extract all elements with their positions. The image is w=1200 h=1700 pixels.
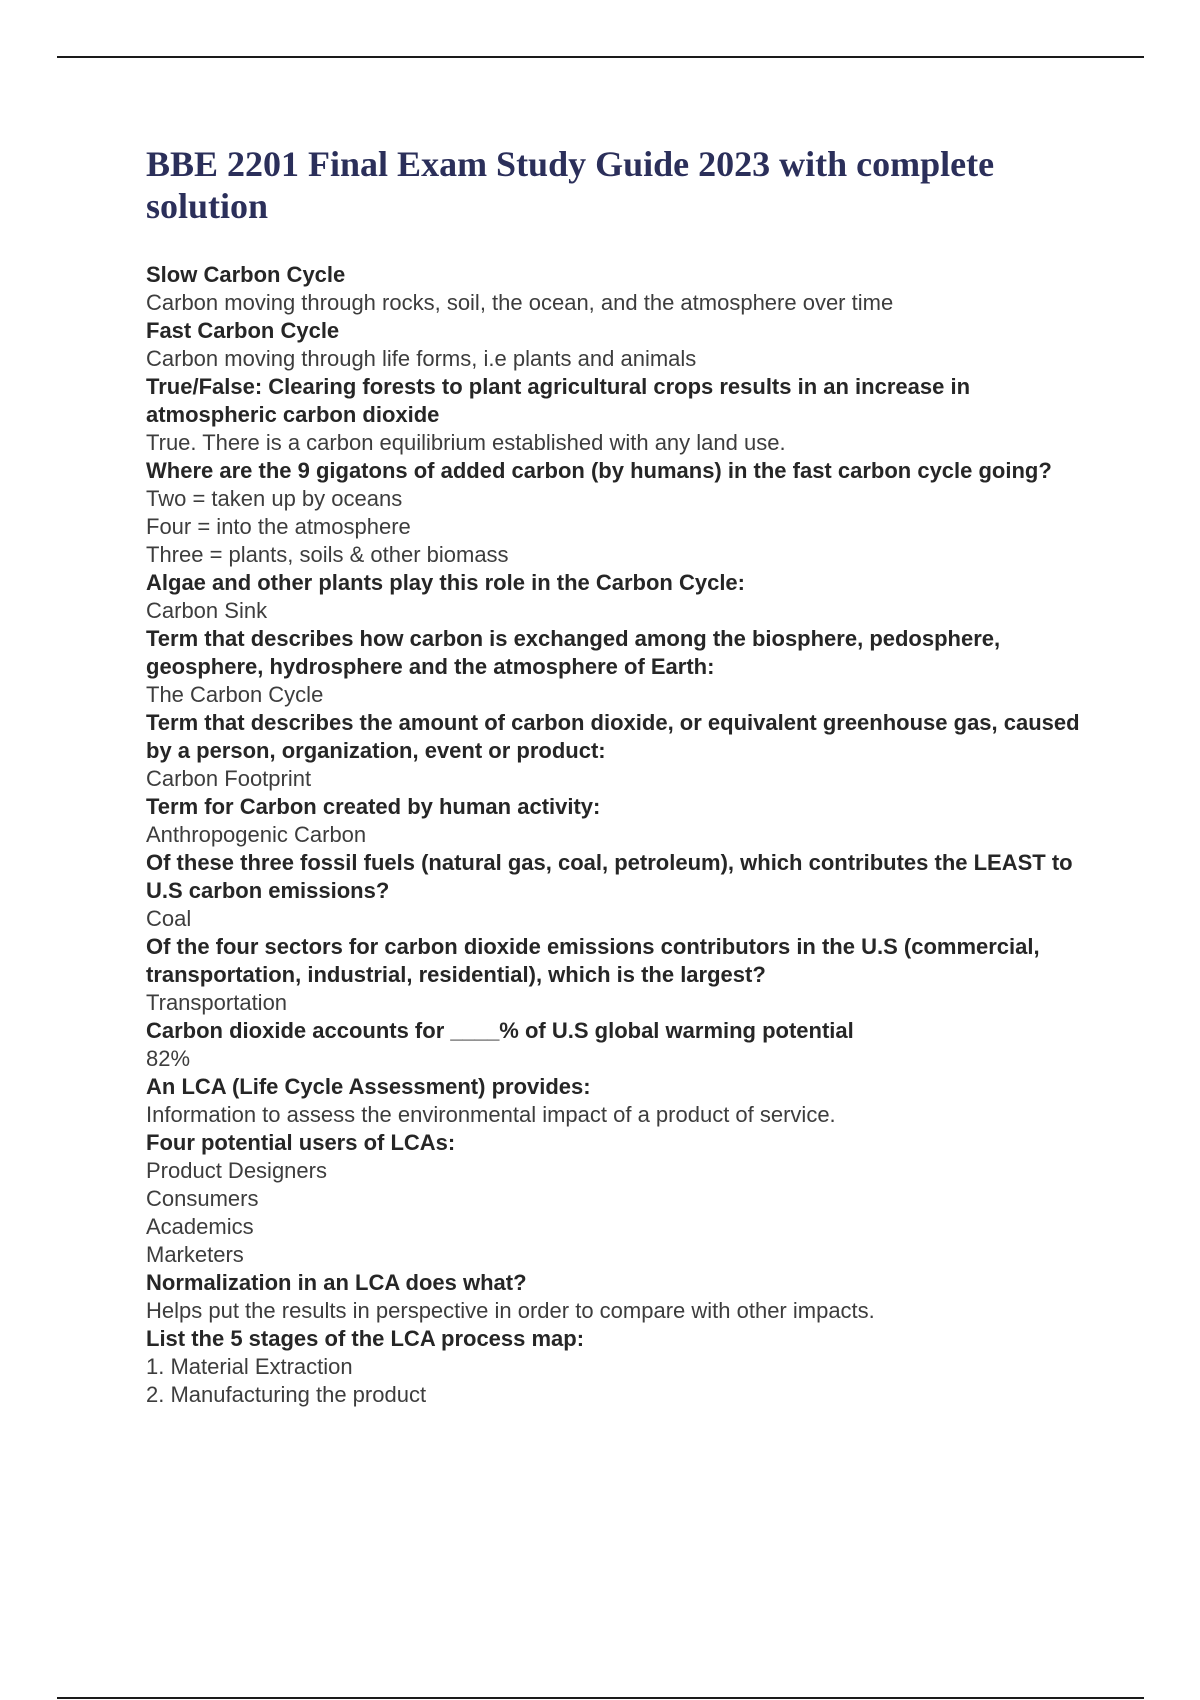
question: Term for Carbon created by human activity: xyxy=(146,794,601,819)
answer-line: Transportation xyxy=(146,990,288,1015)
question: Term that describes the amount of carbon dioxide, or equivalent greenhouse gas, caused by a person, organization, event or product: xyxy=(146,710,1080,763)
answer-line: Carbon moving through life forms, i.e plants and animals xyxy=(146,346,697,371)
answer xyxy=(146,485,1096,569)
answer xyxy=(146,429,1096,457)
answer xyxy=(146,345,1096,373)
answer xyxy=(146,1045,1096,1073)
answer-line: Marketers xyxy=(146,1242,244,1267)
bottom-rule xyxy=(57,1697,1144,1699)
answer xyxy=(146,289,1096,317)
answer-line: Information to assess the environmental impact of a product of service. xyxy=(146,1102,836,1127)
question: Of the four sectors for carbon dioxide emissions contributors in the U.S (commercial, transportation, industrial, residential), which is the largest? xyxy=(146,934,1040,987)
answer-line: Four = into the atmosphere xyxy=(146,514,411,539)
answer-line: 82% xyxy=(146,1046,191,1071)
answer xyxy=(146,989,1096,1017)
question: Algae and other plants play this role in the Carbon Cycle: xyxy=(146,570,745,595)
answer xyxy=(146,1101,1096,1129)
document-page xyxy=(146,143,1096,1409)
question: Carbon dioxide accounts for ____% of U.S global warming potential xyxy=(146,1018,854,1043)
answer-line: Consumers xyxy=(146,1186,259,1211)
question: Fast Carbon Cycle xyxy=(146,318,340,343)
question: An LCA (Life Cycle Assessment) provides: xyxy=(146,1074,591,1099)
document-title: BBE 2201 Final Exam Study Guide 2023 with complete solution xyxy=(146,144,995,226)
answer-line: Carbon moving through rocks, soil, the ocean, and the atmosphere over time xyxy=(146,290,894,315)
top-rule xyxy=(57,56,1144,58)
answer-line: Carbon Sink xyxy=(146,598,268,623)
question: Four potential users of LCAs: xyxy=(146,1130,456,1155)
answer-line: Helps put the results in perspective in order to compare with other impacts. xyxy=(146,1298,875,1323)
answer-line: Two = taken up by oceans xyxy=(146,486,403,511)
answer-line: Coal xyxy=(146,906,192,931)
answer xyxy=(146,1157,1096,1269)
answer-line: Carbon Footprint xyxy=(146,766,312,791)
answer-line: True. There is a carbon equilibrium established with any land use. xyxy=(146,430,786,455)
answer-line: 2. Manufacturing the product xyxy=(146,1382,427,1407)
question: Where are the 9 gigatons of added carbon (by humans) in the fast carbon cycle going? xyxy=(146,458,1052,483)
answer-line: The Carbon Cycle xyxy=(146,682,324,707)
answer-line: Product Designers xyxy=(146,1158,327,1183)
question: Slow Carbon Cycle xyxy=(146,262,346,287)
answer-line: Three = plants, soils & other biomass xyxy=(146,542,509,567)
question: Normalization in an LCA does what? xyxy=(146,1270,527,1295)
answer xyxy=(146,905,1096,933)
answer xyxy=(146,1297,1096,1325)
answer-line: Anthropogenic Carbon xyxy=(146,822,367,847)
question: True/False: Clearing forests to plant agricultural crops results in an increase in atmospheric carbon dioxide xyxy=(146,374,971,427)
answer xyxy=(146,597,1096,625)
answer xyxy=(146,681,1096,709)
answer-line: 1. Material Extraction xyxy=(146,1354,353,1379)
answer xyxy=(146,821,1096,849)
answer xyxy=(146,765,1096,793)
question: List the 5 stages of the LCA process map: xyxy=(146,1326,585,1351)
question: Term that describes how carbon is exchanged among the biosphere, pedosphere, geosphere, hydrosphere and the atmosphere of Earth: xyxy=(146,626,1001,679)
answer-line: Academics xyxy=(146,1214,254,1239)
answer xyxy=(146,1353,1096,1409)
qa-list xyxy=(146,261,1096,1409)
question: Of these three fossil fuels (natural gas, coal, petroleum), which contributes the LEAST to U.S carbon emissions? xyxy=(146,850,1073,903)
